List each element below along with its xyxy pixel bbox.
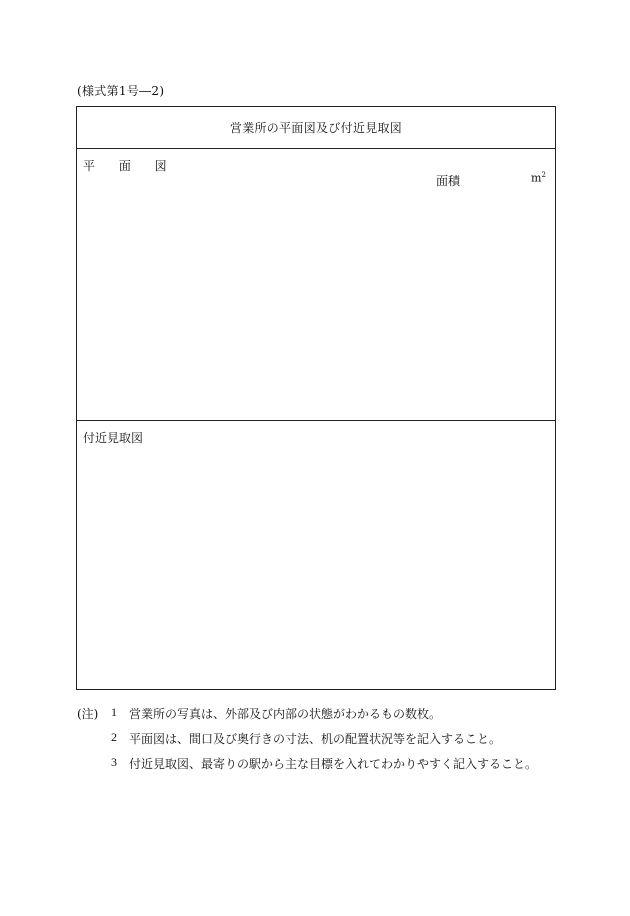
note-number: 2 bbox=[111, 730, 117, 744]
form-table bbox=[76, 106, 556, 690]
form-number-label: (様式第1号―2) bbox=[77, 84, 165, 98]
note-text: 営業所の写真は、外部及び内部の状態がわかるもの数枚。 bbox=[129, 707, 442, 721]
floor-plan-label: 平 面 図 bbox=[83, 159, 177, 173]
note-item bbox=[77, 755, 557, 780]
note-number: 3 bbox=[111, 755, 117, 769]
notes bbox=[77, 705, 557, 780]
note-text: 付近見取図、最寄りの駅から主な目標を入れてわかりやすく記入すること。 bbox=[129, 757, 538, 771]
vicinity-map-label: 付近見取図 bbox=[83, 431, 144, 445]
note-item bbox=[77, 705, 557, 730]
form-title: 営業所の平面図及び付近見取図 bbox=[77, 107, 555, 149]
note-item bbox=[77, 730, 557, 755]
area-unit: $m^2$ bbox=[531, 171, 546, 185]
notes-prefix: (注) bbox=[77, 707, 99, 721]
vicinity-map-section[interactable] bbox=[77, 421, 555, 689]
floor-plan-section[interactable] bbox=[77, 149, 555, 421]
area-label: 面積 bbox=[436, 174, 461, 188]
note-number: 1 bbox=[111, 705, 117, 719]
note-text: 平面図は、間口及び奥行きの寸法、机の配置状況等を記入すること。 bbox=[129, 732, 502, 746]
